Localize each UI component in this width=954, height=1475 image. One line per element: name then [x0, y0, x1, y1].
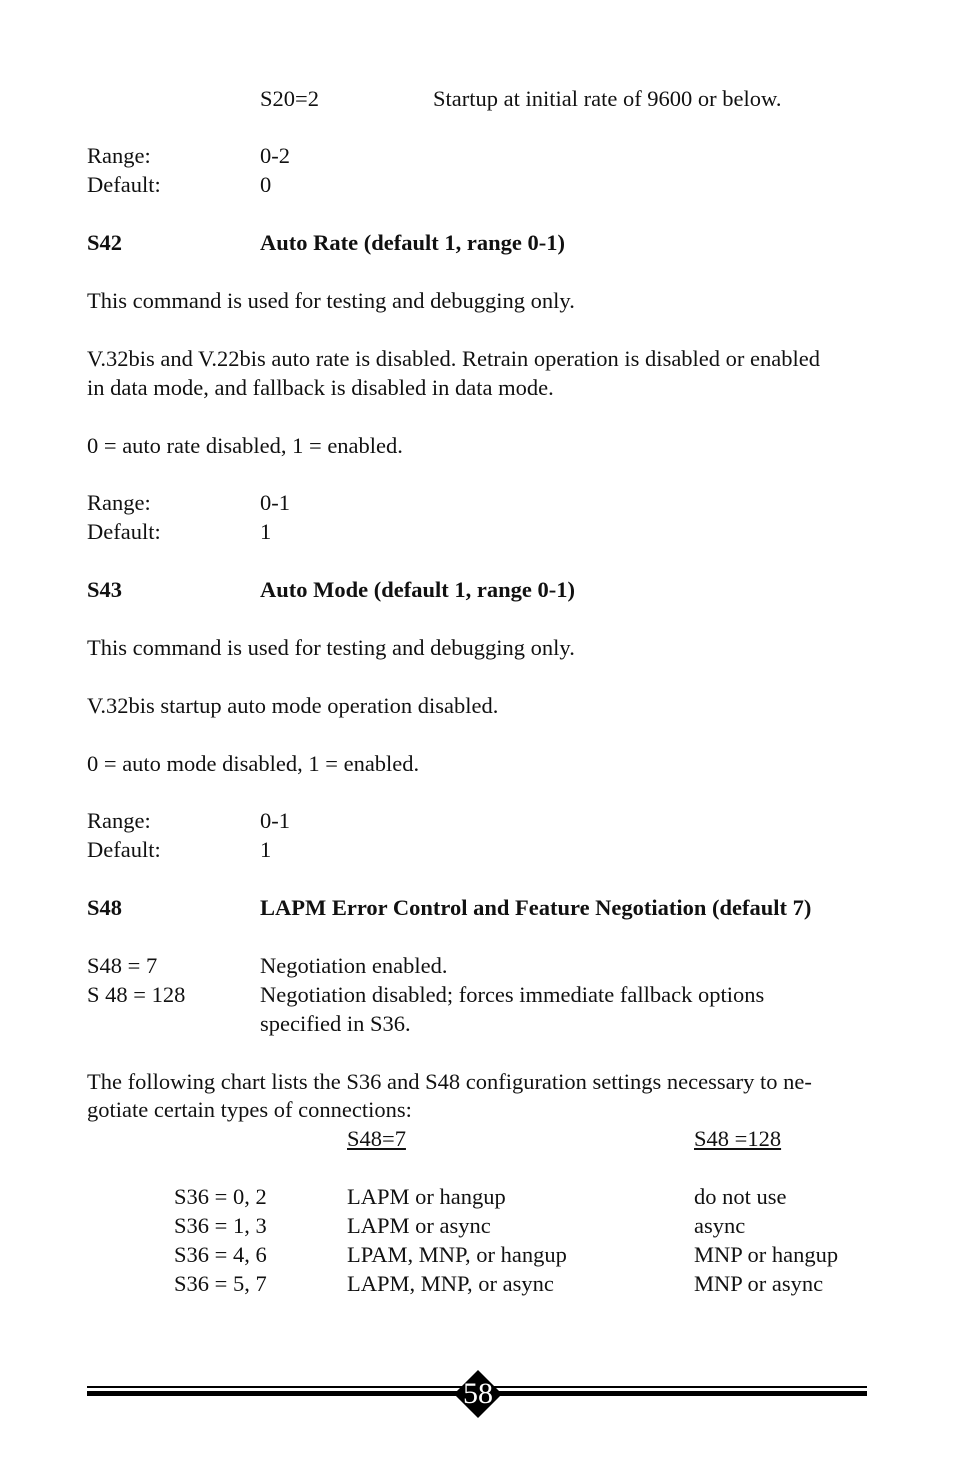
s43-default-value: 1 [260, 837, 272, 862]
s48-heading: LAPM Error Control and Feature Negotiation (default 7) [260, 895, 812, 920]
s42-paragraph-2-line-1: V.32bis and V.22bis auto rate is disabled. Retrain operation is disabled or enabled [87, 346, 820, 371]
s48-option-2-code: S 48 = 128 [87, 982, 186, 1007]
table-header-s48-128: S48 =128 [694, 1126, 782, 1151]
page-number-badge [455, 1371, 501, 1417]
s43-paragraph-1: This command is used for testing and debugging only. [87, 635, 575, 660]
chart-intro-line-2: gotiate certain types of connections: [87, 1097, 412, 1122]
setting-code: S20=2 [260, 86, 319, 111]
table-header-s48-7: S48=7 [347, 1126, 406, 1151]
s48-register-code: S48 [87, 895, 123, 920]
default-label: Default: [87, 172, 161, 197]
table-cell-s48-128: MNP or hangup [694, 1242, 839, 1267]
default-value: 0 [260, 172, 272, 197]
s42-paragraph-2-line-2: in data mode, and fallback is disabled in data mode. [87, 375, 554, 400]
s43-heading: Auto Mode (default 1, range 0-1) [260, 577, 575, 602]
s43-range-value: 0-1 [260, 808, 290, 833]
s42-heading: Auto Rate (default 1, range 0-1) [260, 230, 565, 255]
s43-default-label: Default: [87, 837, 161, 862]
table-cell-s36: S36 = 4, 6 [174, 1242, 267, 1267]
range-value: 0-2 [260, 143, 290, 168]
table-cell-s36: S36 = 5, 7 [174, 1271, 267, 1296]
s43-paragraph-2: V.32bis startup auto mode operation disabled. [87, 693, 499, 718]
s42-range-value: 0-1 [260, 490, 290, 515]
chart-intro-line-1: The following chart lists the S36 and S48 configuration settings necessary to ne- [87, 1069, 812, 1094]
s42-range-label: Range: [87, 490, 151, 515]
s42-default-label: Default: [87, 519, 161, 544]
s42-register-code: S42 [87, 230, 123, 255]
s48-option-2-description-line-2: specified in S36. [260, 1011, 411, 1036]
s42-default-value: 1 [260, 519, 272, 544]
range-label: Range: [87, 143, 151, 168]
table-cell-s48-128: MNP or async [694, 1271, 824, 1296]
s42-paragraph-1: This command is used for testing and debugging only. [87, 288, 575, 313]
table-cell-s48-7: LAPM or hangup [347, 1184, 506, 1209]
s48-option-2-description-line-1: Negotiation disabled; forces immediate fallback options [260, 982, 765, 1007]
table-cell-s48-7: LAPM or async [347, 1213, 491, 1238]
table-cell-s36: S36 = 1, 3 [174, 1213, 267, 1238]
s43-range-label: Range: [87, 808, 151, 833]
table-cell-s48-128: async [694, 1213, 746, 1238]
s48-option-1-description: Negotiation enabled. [260, 953, 448, 978]
table-cell-s36: S36 = 0, 2 [174, 1184, 267, 1209]
s48-option-1-code: S48 = 7 [87, 953, 158, 978]
s42-paragraph-3: 0 = auto rate disabled, 1 = enabled. [87, 433, 403, 458]
table-cell-s48-128: do not use [694, 1184, 787, 1209]
table-cell-s48-7: LPAM, MNP, or hangup [347, 1242, 567, 1267]
page-number: 58 [463, 1377, 493, 1410]
setting-description: Startup at initial rate of 9600 or below. [433, 86, 782, 111]
s43-register-code: S43 [87, 577, 123, 602]
s43-paragraph-3: 0 = auto mode disabled, 1 = enabled. [87, 751, 420, 776]
table-cell-s48-7: LAPM, MNP, or async [347, 1271, 554, 1296]
